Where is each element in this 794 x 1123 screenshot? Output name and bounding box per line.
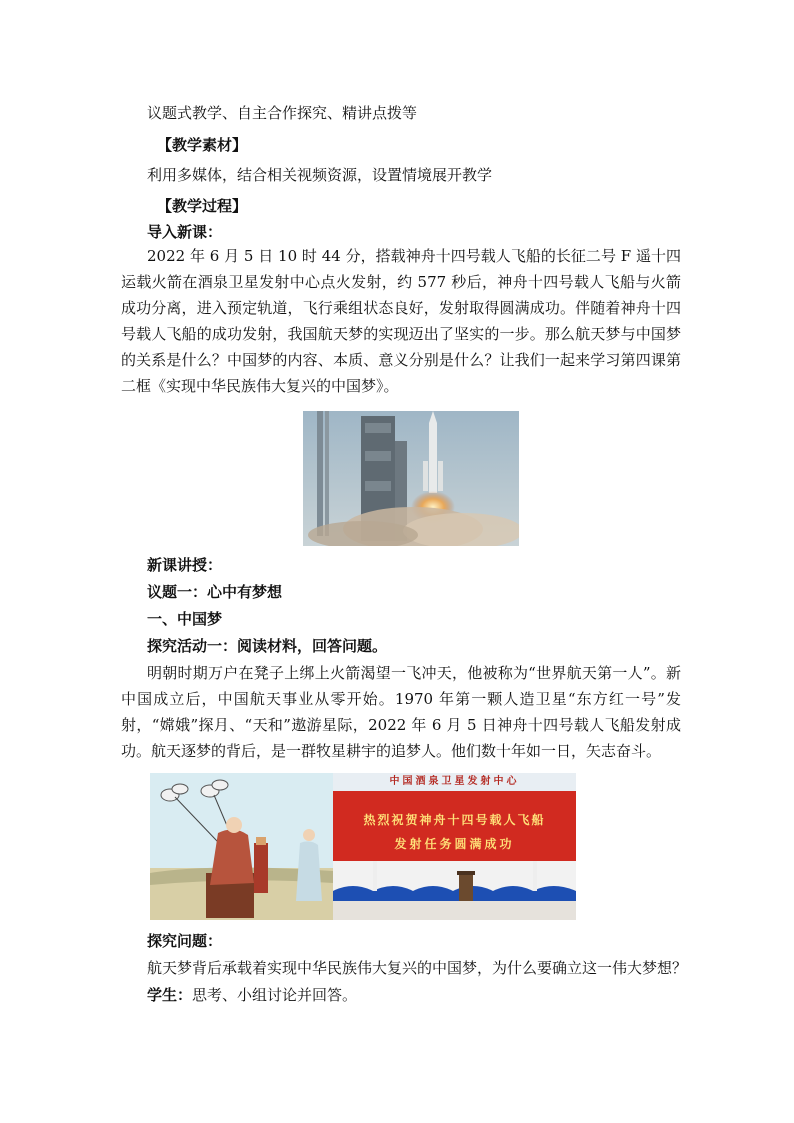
question-heading: 探究问题：	[147, 932, 223, 950]
intro-paragraph: 2022 年 6 月 5 日 10 时 44 分，搭载神舟十四号载人飞船的长征二号 F 遥十四运载火箭在酒泉卫星发射中心点火发射，约 577 秒后，神舟十四号载人飞船与火箭成功分离，进入预定轨道，飞行乘组状态良好，发射取得圆满成功。伴随着神舟十四号载人飞船的成功发射，我国航天梦的实现迈出了坚实的一步。那么航天梦与中国梦的关系是什么？中国梦的内容、本质、意义分别是什么？让我们一起来学习第四课第二框《实现中华民族伟大复兴的中国梦》。	[121, 247, 681, 395]
new-lesson-heading: 新课讲授：	[147, 556, 223, 574]
launch-center-banner-photo	[333, 773, 576, 920]
student-response	[147, 985, 357, 1005]
process-heading: 【教学过程】	[157, 197, 248, 215]
banner-header: 中国酒泉卫星发射中心	[333, 773, 576, 791]
activity-paragraph: 明朝时期万户在凳子上绑上火箭渴望一飞冲天，他被称为“世界航天第一人”。新中国成立后，中国航天事业从零开始。1970 年第一颗人造卫星“东方红一号”发射，“嫦娥”探月、“天和”遨游星际，2022 年 6 月 5 日神舟十四号载人飞船发射成功。航天逐梦的背后，是一群牧星耕宇的追梦人。他们数十年如一日，矢志奋斗。	[121, 664, 681, 760]
activity-heading: 探究活动一：阅读材料，回答问题。	[147, 637, 388, 655]
teaching-method-text: 议题式教学、自主合作探究、精讲点拨等	[147, 104, 418, 122]
banner-line-2: 发射任务圆满成功	[394, 837, 515, 851]
materials-heading: 【教学素材】	[157, 136, 248, 154]
student-text: 思考、小组讨论并回答。	[192, 986, 358, 1004]
topic-heading: 议题一：心中有梦想	[147, 583, 283, 601]
question-text: 航天梦背后承载着实现中华民族伟大复兴的中国梦，为什么要确立这一伟大梦想？	[147, 959, 688, 977]
rocket-launch-photo	[303, 411, 519, 546]
wan-hu-illustration	[150, 773, 333, 920]
materials-text: 利用多媒体，结合相关视频资源，设置情境展开教学	[147, 166, 493, 184]
intro-heading: 导入新课：	[147, 223, 223, 241]
section-heading: 一、中国梦	[147, 610, 223, 628]
student-label: 学生：	[147, 986, 193, 1004]
banner-line-1: 热烈祝贺神舟十四号载人飞船	[363, 813, 546, 827]
